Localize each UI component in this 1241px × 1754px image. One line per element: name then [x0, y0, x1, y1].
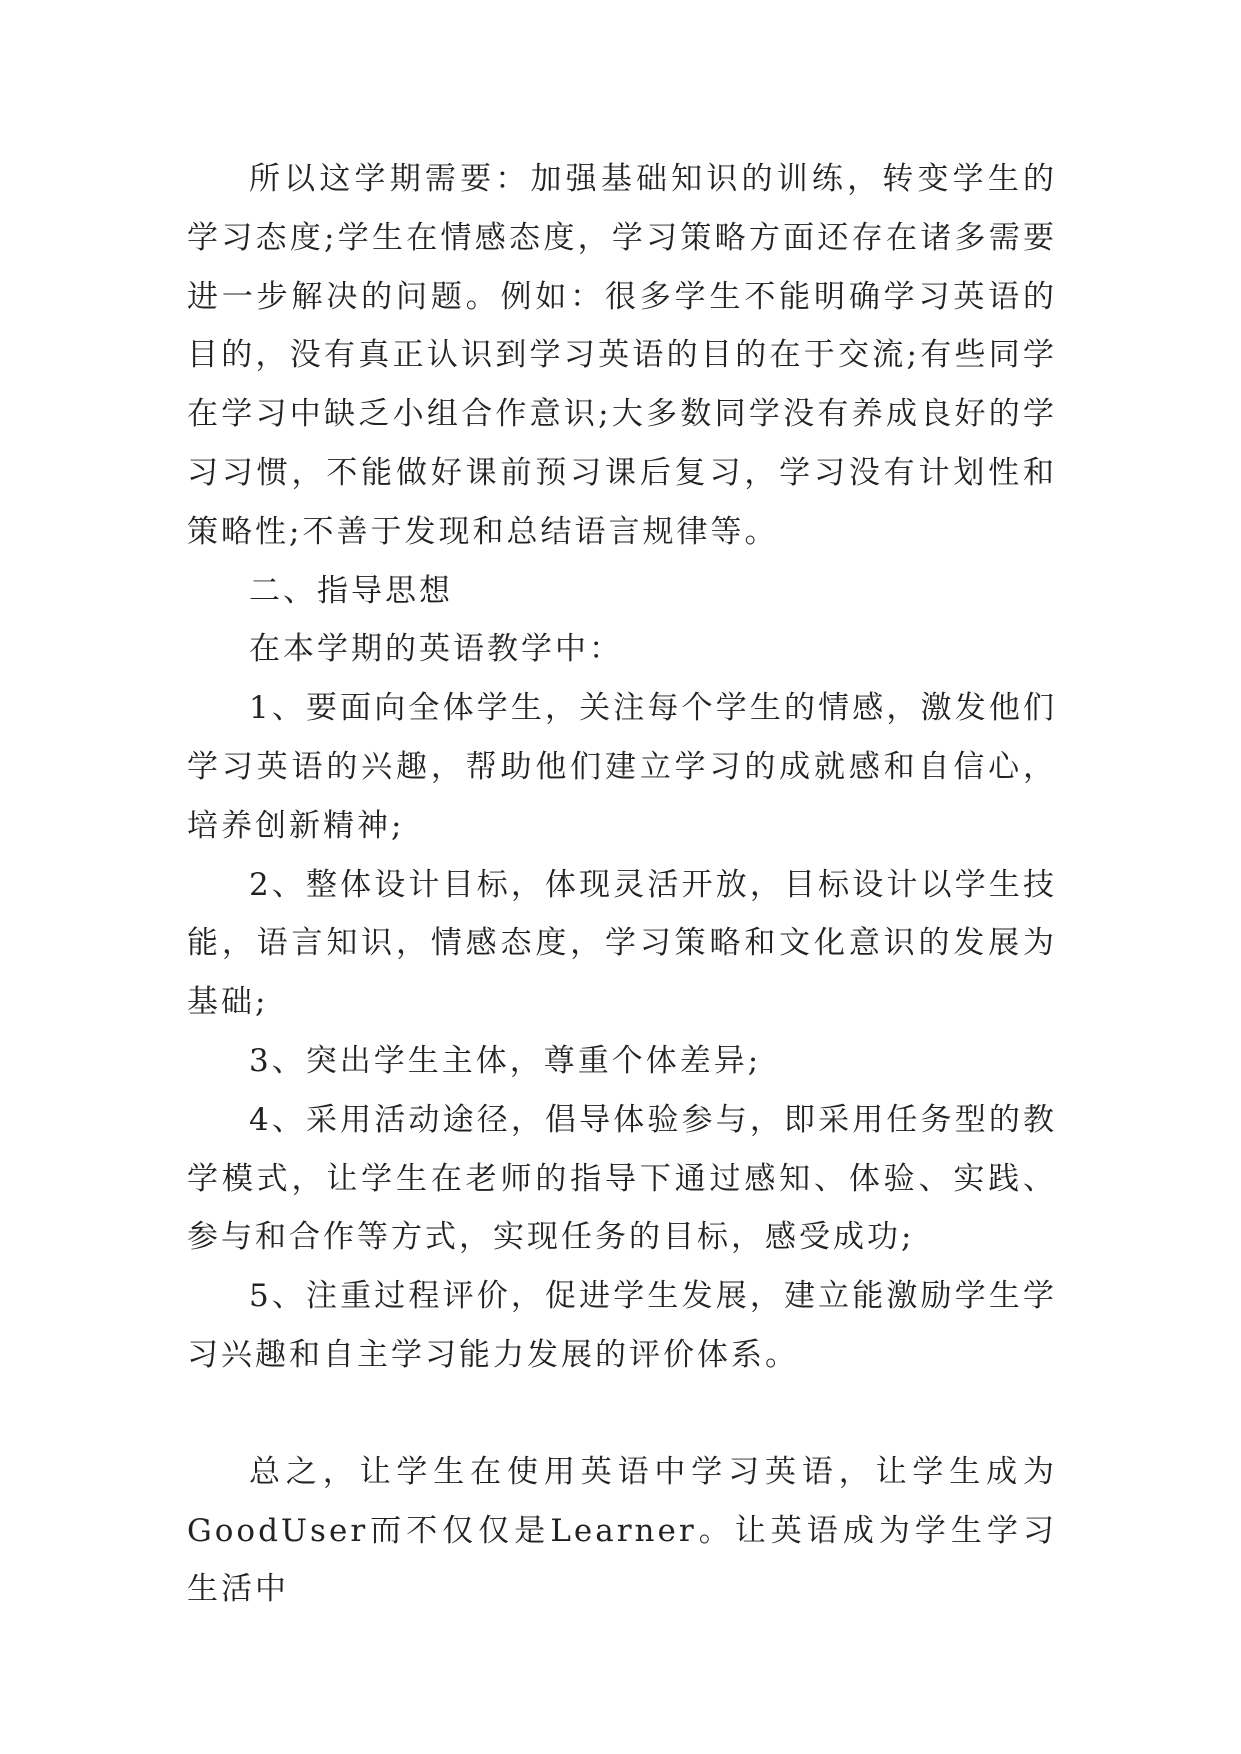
paragraph-situation: 所以这学期需要：加强基础知识的训练，转变学生的学习态度;学生在情感态度，学习策略方面还存在诸多需要进一步解决的问题。例如：很多学生不能明确学习英语的目的，没有真正认识到学习英语的目的在于交流;有些同学在学习中缺乏小组合作意识;大多数同学没有养成良好的学习习惯，不能做好课前预习课后复习，学习没有计划性和策略性;不善于发现和总结语言规律等。 — [187, 161, 1057, 550]
section-heading-guiding-ideology: 二、指导思想 — [249, 572, 453, 609]
list-item-5: 5、注重过程评价，促进学生发展，建立能激励学生学习兴趣和自主学习能力发展的评价体系。 — [187, 1278, 1057, 1373]
document-body — [187, 150, 1057, 1619]
paragraph-summary: 总之，让学生在使用英语中学习英语，让学生成为GoodUser而不仅仅是Learner。让英语成为学生学习生活中 — [187, 1453, 1057, 1608]
paragraph-spacer — [187, 1385, 1057, 1443]
list-item-1: 1、要面向全体学生，关注每个学生的情感，激发他们学习英语的兴趣，帮助他们建立学习的成就感和自信心，培养创新精神; — [187, 690, 1057, 844]
list-item-3: 3、突出学生主体，尊重个体差异; — [249, 1042, 762, 1079]
list-item-4: 4、采用活动途径，倡导体验参与，即采用任务型的教学模式，让学生在老师的指导下通过感知、体验、实践、参与和合作等方式，实现任务的目标，感受成功; — [187, 1101, 1057, 1256]
list-item-2: 2、整体设计目标，体现灵活开放，目标设计以学生技能，语言知识，情感态度，学习策略和文化意识的发展为基础; — [187, 866, 1057, 1021]
paragraph-intro: 在本学期的英语教学中： — [249, 631, 623, 668]
